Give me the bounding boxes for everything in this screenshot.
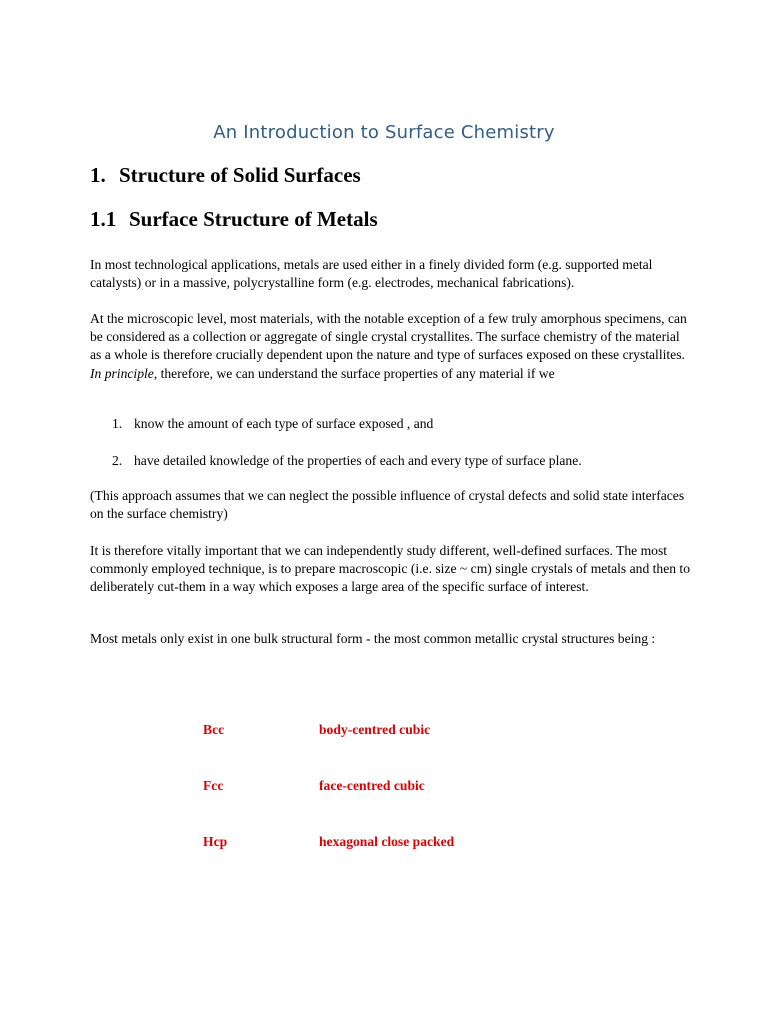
paragraph-intro: In most technological applications, metals are used either in a finely divided form (e.g. supported metal catalysts) or in a massive, polycrystalline form (e.g. electrodes, mechanical fabrications). (90, 257, 653, 291)
structure-name: body-centred cubic (319, 722, 431, 737)
list-item (112, 415, 433, 433)
structure-abbreviation: Hcp (203, 834, 228, 849)
structure-name: face-centred cubic (319, 778, 425, 793)
paragraph-technique: It is therefore vitally important that we can independently study different, well-defined surfaces. The most commonly employed technique, is to prepare macroscopic (i.e. size ~ cm) single crystals of metals and then to deliberately cut-them in a way which exposes a large area of the specific surface of interest. (90, 543, 691, 595)
paragraph-microscopic-text-a: At the microscopic level, most materials, with the notable exception of a few truly amorphous specimens, can be considered as a collection or aggregate of single crystal crystallites. The surface chemistry of the material as a whole is therefore crucially dependent upon the nature and type of surfaces exposed on these crystallites. (90, 311, 687, 363)
paragraph-approach-note: (This approach assumes that we can neglect the possible influence of crystal defects and solid state interfaces on the surface chemistry) (90, 488, 685, 522)
list-item-text: have detailed knowledge of the properties of each and every type of surface plane. (134, 453, 582, 468)
section-title: Structure of Solid Surfaces (119, 163, 361, 187)
subsection-title: Surface Structure of Metals (129, 207, 378, 231)
structure-abbreviation: Fcc (203, 778, 224, 793)
list-item-number: 1. (112, 416, 123, 431)
paragraph-microscopic-italic: In principle (90, 365, 154, 381)
subsection-number: 1.1 (90, 207, 117, 231)
list-item-number: 2. (112, 453, 123, 468)
structure-name: hexagonal close packed (319, 834, 455, 849)
list-item-text: know the amount of each type of surface exposed , and (134, 416, 434, 431)
document-title: An Introduction to Surface Chemistry (213, 122, 555, 143)
list-item (112, 452, 582, 470)
section-heading (90, 163, 361, 188)
structure-abbreviation: Bcc (203, 722, 225, 737)
section-number: 1. (90, 163, 106, 187)
paragraph-microscopic-text-b: , therefore, we can understand the surface properties of any material if we (153, 365, 555, 381)
subsection-heading (90, 207, 378, 232)
paragraph-microscopic (90, 310, 690, 383)
paragraph-structures-intro: Most metals only exist in one bulk structural form - the most common metallic crystal structures being : (90, 631, 656, 646)
